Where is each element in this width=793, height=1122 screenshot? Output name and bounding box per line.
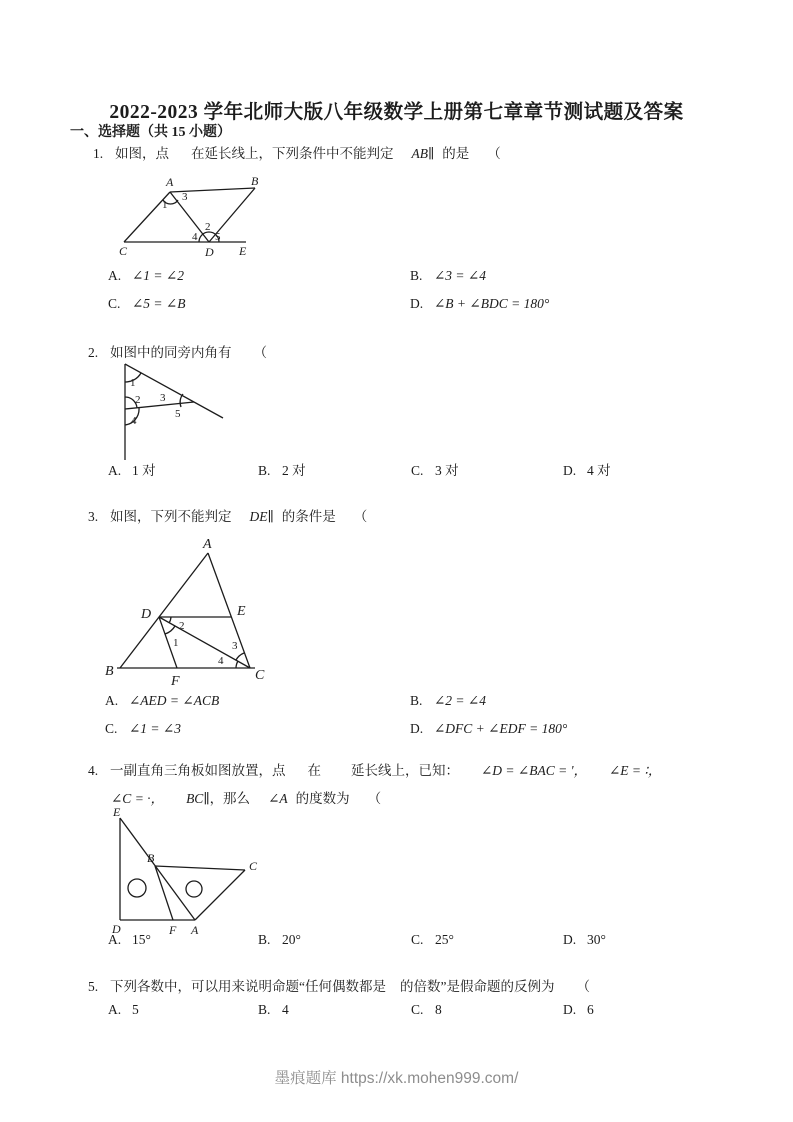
question-5-number: 5. bbox=[88, 979, 99, 994]
q4-option-c bbox=[411, 932, 454, 948]
point-label-F: F bbox=[169, 923, 177, 937]
q3-option-c bbox=[105, 721, 181, 737]
angle-label-4: 4 bbox=[192, 231, 198, 243]
point-label-D: D bbox=[141, 607, 152, 622]
option-text: 3 对 bbox=[435, 463, 459, 478]
point-label-F: F bbox=[171, 674, 180, 689]
section-heading: 一、选择题（共 15 小题） bbox=[70, 125, 231, 140]
question-4-stem-line2 bbox=[111, 787, 381, 807]
stem-math: BC∥ bbox=[186, 791, 210, 806]
option-label: B. bbox=[410, 268, 423, 283]
q5-option-a bbox=[108, 1002, 139, 1018]
point-label-E: E bbox=[237, 604, 246, 619]
option-text: ∠1 = ∠3 bbox=[129, 721, 181, 736]
option-label: B. bbox=[258, 1002, 271, 1017]
q2-option-c bbox=[411, 459, 459, 479]
figure-q1-lines bbox=[124, 188, 255, 242]
option-label: A. bbox=[108, 932, 122, 947]
option-label: B. bbox=[410, 693, 423, 708]
question-4-number: 4. bbox=[88, 763, 99, 778]
stem-text: 如图，点 bbox=[115, 146, 169, 161]
q5-option-b bbox=[258, 1002, 289, 1018]
angle-arc-1 bbox=[165, 626, 175, 634]
point-label-E: E bbox=[113, 805, 121, 819]
option-label: C. bbox=[411, 1002, 424, 1017]
angle-label-4: 4 bbox=[218, 655, 224, 667]
stem-math: ∠E = ∶， bbox=[608, 763, 662, 778]
stem-text: 下列各数中，可以用来说明命题“任何偶数都是 bbox=[110, 979, 386, 994]
option-text: 2 对 bbox=[282, 463, 306, 478]
option-text: 5 bbox=[132, 1002, 139, 1017]
option-text: 25° bbox=[435, 932, 454, 947]
q1-option-d bbox=[410, 296, 549, 312]
point-label-C: C bbox=[255, 668, 265, 683]
option-label: D. bbox=[563, 463, 577, 478]
q2-option-d bbox=[563, 459, 611, 479]
stem-math: ∠C = ·， bbox=[111, 791, 165, 806]
figure-q1-parallel-lines bbox=[108, 174, 268, 262]
option-label: A. bbox=[108, 268, 122, 283]
angle-label-3: 3 bbox=[232, 640, 238, 652]
option-label: A. bbox=[105, 693, 119, 708]
point-label-C: C bbox=[119, 244, 128, 258]
stem-text: 延长线上，已知： bbox=[351, 763, 459, 778]
stem-math: ∠A bbox=[268, 791, 288, 806]
stem-text: （ bbox=[576, 979, 590, 994]
q4-option-a bbox=[108, 932, 151, 948]
point-label-A: A bbox=[191, 923, 199, 937]
stem-text: 在延长线上，下列条件中不能判定 bbox=[191, 146, 394, 161]
stem-text: 的度数为 bbox=[295, 791, 350, 806]
option-label: C. bbox=[108, 296, 121, 311]
option-text: 8 bbox=[435, 1002, 442, 1017]
figure-q4-lines bbox=[120, 818, 245, 920]
option-text: ∠2 = ∠4 bbox=[434, 693, 486, 708]
angle-label-2: 2 bbox=[205, 221, 211, 233]
stem-text: 的是 bbox=[442, 146, 470, 161]
question-2-number: 2. bbox=[88, 345, 99, 360]
angle-arc-2 bbox=[169, 617, 171, 623]
option-text: 4 bbox=[282, 1002, 289, 1017]
stem-text: 一副直角三角板如图放置，点 bbox=[110, 763, 286, 778]
option-text: 1 对 bbox=[132, 463, 156, 478]
stem-text: 如图，下列不能判定 bbox=[110, 509, 232, 524]
stem-math: DE∥ bbox=[249, 509, 274, 524]
point-label-C: C bbox=[249, 859, 258, 873]
point-label-D: D bbox=[112, 922, 121, 936]
stem-text: 如图中的同旁内角有 bbox=[110, 345, 232, 360]
q3-option-d bbox=[410, 721, 567, 737]
option-label: D. bbox=[563, 1002, 577, 1017]
angle-label-2: 2 bbox=[179, 620, 185, 632]
question-1-stem bbox=[93, 142, 501, 162]
option-text: ∠B + ∠BDC = 180° bbox=[434, 296, 550, 311]
option-label: D. bbox=[410, 721, 424, 736]
option-text: ∠5 = ∠B bbox=[132, 296, 186, 311]
q3-option-a bbox=[105, 693, 219, 709]
angle-arc-3 bbox=[236, 653, 244, 660]
left-triangle-hole bbox=[128, 879, 146, 897]
angle-label-2: 2 bbox=[135, 394, 141, 406]
point-label-A: A bbox=[166, 175, 174, 189]
question-4-stem-line1 bbox=[88, 759, 661, 779]
option-label: C. bbox=[411, 932, 424, 947]
option-text: ∠3 = ∠4 bbox=[434, 268, 486, 283]
option-label: B. bbox=[258, 463, 271, 478]
q2-option-b bbox=[258, 459, 306, 479]
point-label-E: E bbox=[239, 244, 247, 258]
angle-label-3: 3 bbox=[182, 191, 188, 203]
angle-arc-4 bbox=[236, 661, 238, 668]
q5-option-c bbox=[411, 1002, 442, 1018]
option-label: B. bbox=[258, 932, 271, 947]
q4-option-b bbox=[258, 932, 301, 948]
page-title: 2022-2023 学年北师大版八年级数学上册第七章章节测试题及答案 bbox=[109, 102, 684, 123]
option-text: 6 bbox=[587, 1002, 594, 1017]
figure-q3-triangle bbox=[103, 536, 283, 691]
option-label: A. bbox=[108, 463, 122, 478]
angle-label-5: 5 bbox=[215, 231, 221, 243]
q1-option-b bbox=[410, 268, 486, 284]
option-label: D. bbox=[563, 932, 577, 947]
angle-label-5: 5 bbox=[175, 408, 181, 420]
question-5-stem bbox=[88, 975, 590, 995]
figure-q2-same-side-angles bbox=[112, 356, 237, 466]
figure-q4-set-squares bbox=[103, 805, 263, 938]
angle-label-3: 3 bbox=[160, 392, 166, 404]
stem-text: （ bbox=[367, 791, 382, 806]
q1-option-c bbox=[108, 296, 185, 312]
stem-math: AB∥ bbox=[411, 146, 435, 161]
angle-label-1: 1 bbox=[173, 637, 179, 649]
option-text: ∠AED = ∠ACB bbox=[129, 693, 220, 708]
point-label-A: A bbox=[203, 537, 212, 552]
q2-option-a bbox=[108, 459, 156, 479]
option-text: ∠DFC + ∠EDF = 180° bbox=[434, 721, 568, 736]
point-label-D: D bbox=[205, 245, 214, 259]
question-3-number: 3. bbox=[88, 509, 99, 524]
option-text: 20° bbox=[282, 932, 301, 947]
point-label-B: B bbox=[105, 664, 114, 679]
q3-option-b bbox=[410, 693, 486, 709]
stem-text: （ bbox=[353, 509, 368, 524]
option-label: C. bbox=[105, 721, 118, 736]
stem-text: （ bbox=[253, 345, 267, 360]
stem-text: （ bbox=[487, 146, 501, 161]
stem-math: ∠D = ∠BAC = '， bbox=[481, 763, 587, 778]
option-text: 15° bbox=[132, 932, 151, 947]
angle-label-1: 1 bbox=[162, 199, 168, 211]
question-1-number: 1. bbox=[93, 146, 104, 161]
question-3-stem bbox=[88, 505, 367, 525]
option-label: A. bbox=[108, 1002, 122, 1017]
option-text: ∠1 = ∠2 bbox=[132, 268, 184, 283]
figure-q2-lines bbox=[125, 364, 223, 460]
q5-option-d bbox=[563, 1002, 594, 1018]
stem-text: 的倍数”是假命题的反例为 bbox=[400, 979, 555, 994]
angle-label-1: 1 bbox=[130, 377, 136, 389]
stem-text: 在 bbox=[307, 763, 321, 778]
stem-text: 的条件是 bbox=[281, 509, 336, 524]
right-triangle-hole bbox=[186, 881, 202, 897]
angle-label-4: 4 bbox=[131, 415, 137, 427]
point-label-B: B bbox=[147, 851, 155, 865]
option-text: 4 对 bbox=[587, 463, 611, 478]
footer-watermark: 墨痕题库 https://xk.mohen999.com/ bbox=[274, 1070, 519, 1087]
stem-text: ，那么 bbox=[209, 791, 251, 806]
option-text: 30° bbox=[587, 932, 606, 947]
option-label: C. bbox=[411, 463, 424, 478]
q4-option-d bbox=[563, 932, 606, 948]
point-label-B: B bbox=[251, 174, 259, 188]
q1-option-a bbox=[108, 268, 184, 284]
option-label: D. bbox=[410, 296, 424, 311]
